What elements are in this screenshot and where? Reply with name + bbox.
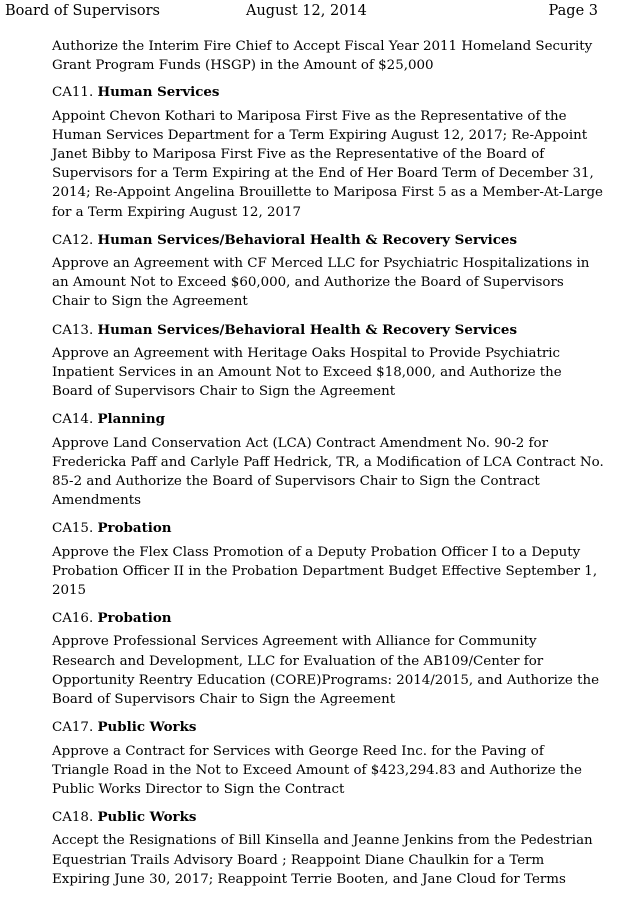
agenda-item-heading — [52, 321, 604, 340]
agenda-item — [52, 321, 604, 402]
agenda-item-number: CA15. — [52, 521, 94, 537]
agenda-item-text: Accept the Resignations of Bill Kinsella and Jeanne Jenkins from the Pedestrian Equestrian Trails Advisory Board ; Reappoint Diane Chaulkin for a Term Expiring June 30, 2017; Reappoint Terrie Booten, and Jane Cloud for Terms — [52, 833, 593, 887]
agenda-item-department: Human Services — [97, 84, 220, 101]
agenda-item-list — [52, 83, 604, 889]
intro-paragraph: Authorize the Interim Fire Chief to Accept Fiscal Year 2011 Homeland Security Grant Program Funds (HSGP) in the Amount of $25,000 — [52, 39, 593, 74]
agenda-item-department: Human Services/Behavioral Health & Recovery Services — [97, 231, 517, 248]
agenda-item-heading — [52, 410, 604, 429]
agenda-item — [52, 231, 604, 312]
agenda-item-department: Probation — [97, 610, 172, 627]
agenda-item-heading — [52, 231, 604, 250]
header-page-number: Page 3 — [548, 3, 598, 19]
agenda-item-text: Appoint Chevon Kothari to Mariposa First Five as the Representative of the Human Services Department for a Term Expiring August 12, 2017; Re-Appoint Janet Bibby to Mariposa First Five as the Representative of the Board of Supervisors for a Term Expiring at the End of Her Board Term of December 31, 2014; Re-Appoint Angelina Brouillette to Mariposa First 5 as a Member-At-Large for a Term Expiring August 12, 2017 — [52, 108, 603, 220]
agenda-item-number: CA12. — [52, 232, 94, 248]
header-board-name: Board of Supervisors — [5, 3, 160, 19]
agenda-item-department: Human Services/Behavioral Health & Recovery Services — [97, 321, 517, 338]
agenda-item-number: CA16. — [52, 611, 94, 627]
agenda-item-text: Approve a Contract for Services with George Reed Inc. for the Paving of Triangle Road in the Not to Exceed Amount of $423,294.83 and Authorize the Public Works Director to Sign the Contract — [52, 743, 582, 797]
agenda-body — [52, 37, 604, 898]
agenda-item-heading — [52, 609, 604, 628]
agenda-item-heading — [52, 718, 604, 737]
agenda-item — [52, 609, 604, 709]
agenda-item-heading — [52, 808, 604, 827]
agenda-item — [52, 83, 604, 221]
agenda-item — [52, 718, 604, 799]
agenda-item-number: CA13. — [52, 322, 94, 338]
agenda-item-department: Planning — [97, 411, 165, 428]
page-header — [5, 3, 598, 23]
agenda-item — [52, 519, 604, 600]
agenda-item-department: Public Works — [97, 719, 197, 736]
agenda-item-number: CA17. — [52, 720, 94, 736]
agenda-item-heading — [52, 519, 604, 538]
agenda-item-number: CA14. — [52, 412, 94, 428]
agenda-item-department: Public Works — [97, 809, 197, 826]
agenda-item-heading — [52, 83, 604, 102]
agenda-item-number: CA11. — [52, 85, 94, 101]
agenda-item-department: Probation — [97, 520, 172, 537]
agenda-item-text: Approve Professional Services Agreement with Alliance for Community Research and Development, LLC for Evaluation of the AB109/Center for Opportunity Reentry Education (CORE)Programs: 2014/2015, and Authorize the Board of Supervisors Chair to Sign the Agreement — [52, 634, 600, 708]
agenda-item-text: Approve an Agreement with CF Merced LLC for Psychiatric Hospitalizations in an Amount Not to Exceed $60,000, and Authorize the Board of Supervisors Chair to Sign the Agreement — [52, 256, 590, 310]
header-date: August 12, 2014 — [246, 3, 367, 19]
agenda-item — [52, 410, 604, 510]
agenda-item-text: Approve the Flex Class Promotion of a Deputy Probation Officer I to a Deputy Probation Officer II in the Probation Department Budget Effective September 1, 2015 — [52, 544, 598, 599]
agenda-item-text: Approve an Agreement with Heritage Oaks Hospital to Provide Psychiatric Inpatient Services in an Amount Not to Exceed $18,000, and Authorize the Board of Supervisors Chair to Sign the Agreement — [52, 345, 562, 400]
agenda-item-number: CA18. — [52, 810, 94, 826]
agenda-item — [52, 808, 604, 889]
agenda-item-text: Approve Land Conservation Act (LCA) Contract Amendment No. 90-2 for Fredericka Paff and Carlyle Paff Hedrick, TR, a Modification of LCA Contract No. 85-2 and Authorize the Board of Supervisors Chair to Sign the Contract Amendments — [52, 435, 604, 509]
